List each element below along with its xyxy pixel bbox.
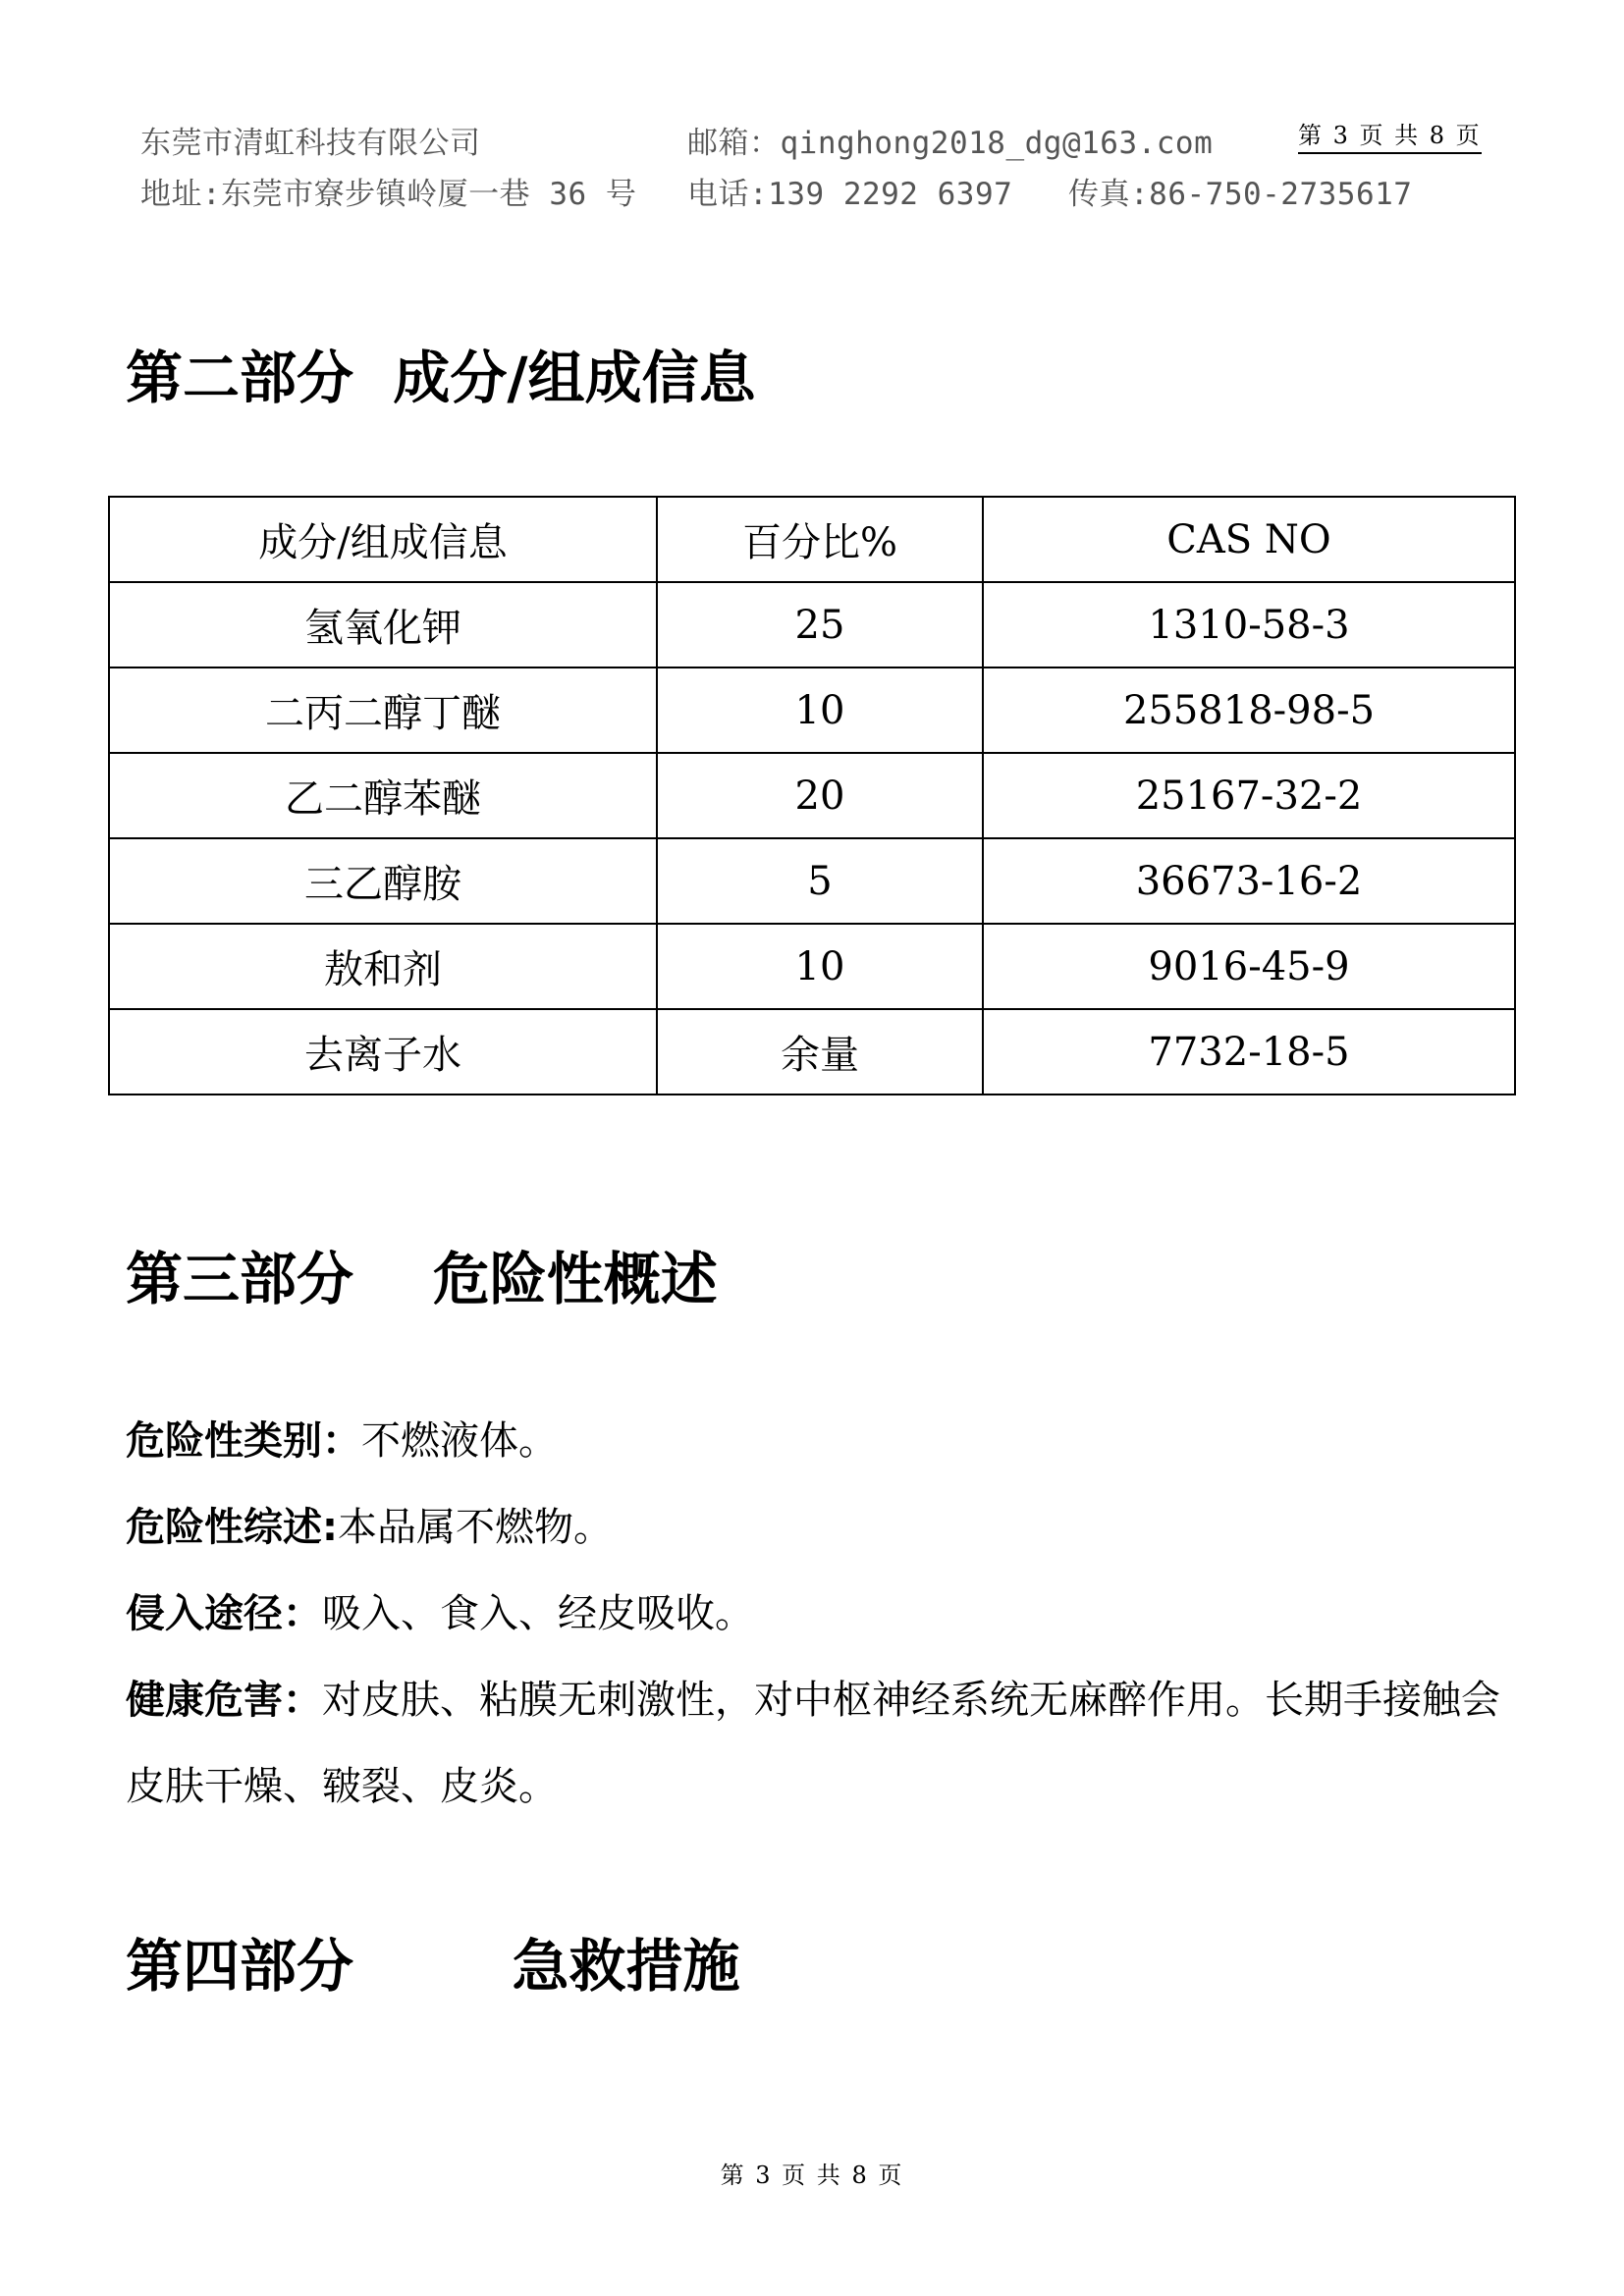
cell-percent: 余量 bbox=[657, 1009, 983, 1095]
composition-table bbox=[108, 496, 1516, 1095]
exposure-routes bbox=[126, 1571, 1520, 1657]
table-row bbox=[109, 838, 1515, 924]
table-row bbox=[109, 753, 1515, 838]
table-row bbox=[109, 582, 1515, 667]
address-text: 地址:东莞市寮步镇岭厦一巷 36 号 bbox=[140, 177, 637, 212]
hazard-category bbox=[126, 1398, 1520, 1484]
table-header-row bbox=[109, 497, 1515, 582]
cell-component: 敖和剂 bbox=[109, 924, 657, 1009]
footer-page-number: 第 3 页 共 8 页 bbox=[720, 2162, 904, 2189]
table-row bbox=[109, 667, 1515, 753]
header-component: 成分/组成信息 bbox=[109, 497, 657, 582]
company-name: 东莞市清虹科技有限公司 bbox=[140, 126, 481, 161]
hazard-category-label: 危险性类别： bbox=[126, 1418, 361, 1464]
phone-text: 电话:139 2292 6397 bbox=[687, 177, 1013, 212]
cell-cas: 36673-16-2 bbox=[983, 838, 1515, 924]
cell-component: 三乙醇胺 bbox=[109, 838, 657, 924]
cell-cas: 25167-32-2 bbox=[983, 753, 1515, 838]
hazard-summary bbox=[126, 1484, 1520, 1571]
cell-cas: 9016-45-9 bbox=[983, 924, 1515, 1009]
header-page-number: 第 3 页 共 8 页 bbox=[1298, 116, 1482, 154]
section-3-title: 第三部分 危险性概述 bbox=[126, 1246, 718, 1312]
fax-text: 传真:86-750-2735617 bbox=[1068, 177, 1413, 212]
header-percent: 百分比% bbox=[657, 497, 983, 582]
section-4-title: 第四部分 急救措施 bbox=[126, 1933, 740, 2000]
header-cas: CAS NO bbox=[983, 497, 1515, 582]
cell-percent: 10 bbox=[657, 667, 983, 753]
section-2-title: 第二部分 成分/组成信息 bbox=[126, 345, 756, 411]
hazard-summary-label: 危险性综述: bbox=[126, 1505, 338, 1550]
cell-component: 去离子水 bbox=[109, 1009, 657, 1095]
table-row bbox=[109, 924, 1515, 1009]
cell-cas: 7732-18-5 bbox=[983, 1009, 1515, 1095]
health-hazards-text: 对皮肤、粘膜无刺激性，对中枢神经系统无麻醉作用。长期手接触会皮肤干燥、皲裂、皮炎。 bbox=[126, 1678, 1500, 1809]
cell-component: 乙二醇苯醚 bbox=[109, 753, 657, 838]
exposure-routes-text: 吸入、食入、经皮吸收。 bbox=[322, 1591, 754, 1636]
cell-percent: 25 bbox=[657, 582, 983, 667]
health-hazards-label: 健康危害： bbox=[126, 1678, 322, 1723]
cell-component: 氢氧化钾 bbox=[109, 582, 657, 667]
cell-percent: 10 bbox=[657, 924, 983, 1009]
hazard-category-text: 不燃液体。 bbox=[361, 1418, 558, 1464]
table-row bbox=[109, 1009, 1515, 1095]
cell-cas: 1310-58-3 bbox=[983, 582, 1515, 667]
cell-cas: 255818-98-5 bbox=[983, 667, 1515, 753]
exposure-routes-label: 侵入途径： bbox=[126, 1591, 322, 1636]
cell-percent: 20 bbox=[657, 753, 983, 838]
email-text: 邮箱：qinghong2018_dg@163.com bbox=[687, 126, 1214, 161]
health-hazards bbox=[126, 1657, 1520, 1830]
cell-component: 二丙二醇丁醚 bbox=[109, 667, 657, 753]
hazard-summary-text: 本品属不燃物。 bbox=[338, 1505, 613, 1550]
cell-percent: 5 bbox=[657, 838, 983, 924]
